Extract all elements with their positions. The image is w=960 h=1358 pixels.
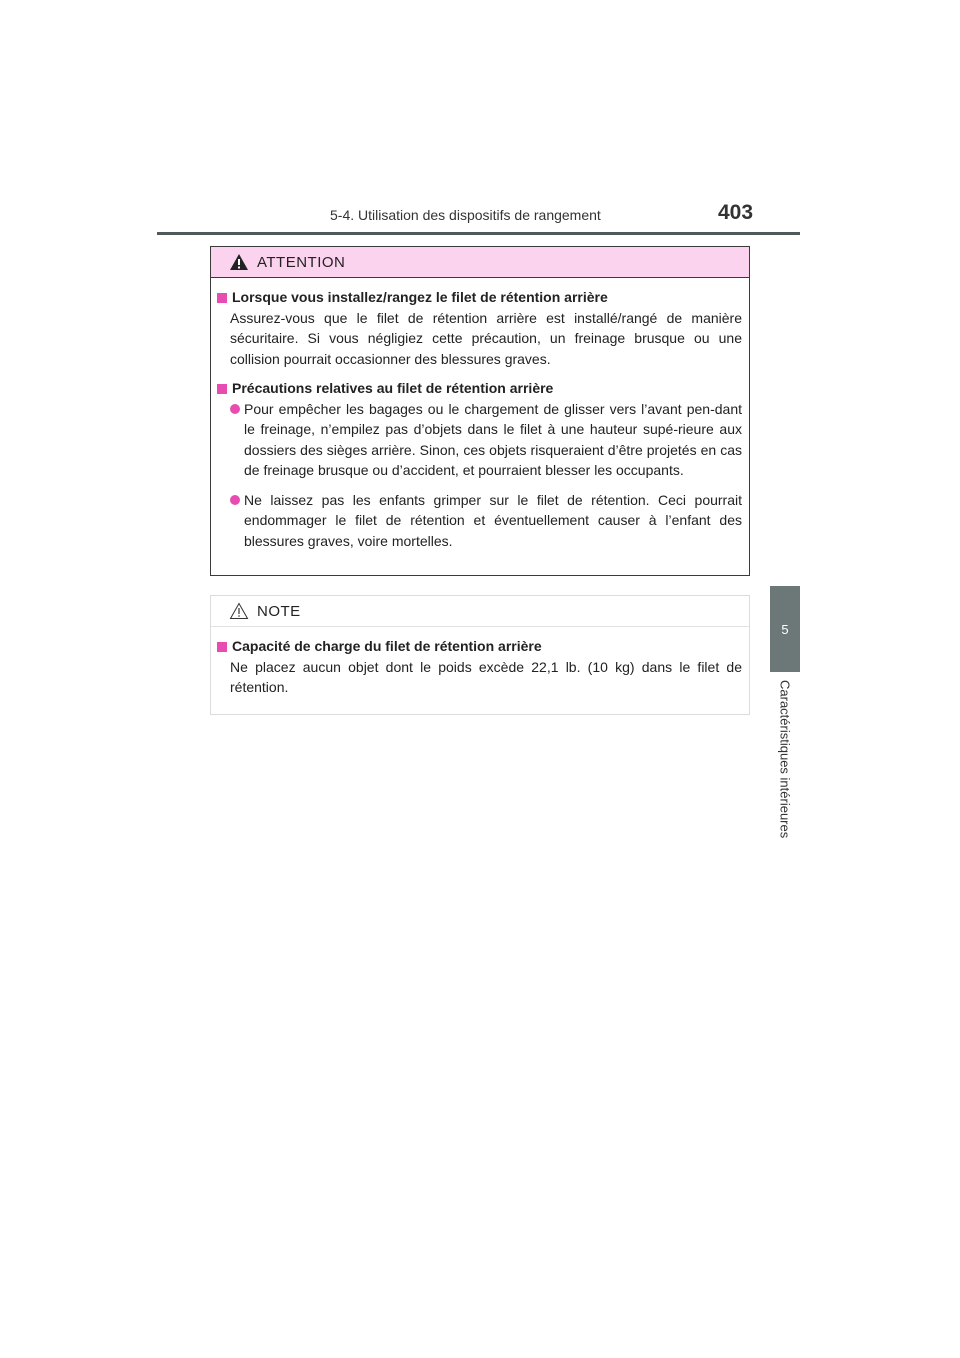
chapter-title: Caractéristiques intérieures	[777, 680, 793, 839]
list-item	[217, 490, 742, 552]
warning-box	[210, 246, 750, 576]
list-item	[217, 399, 742, 481]
square-bullet-icon	[217, 642, 227, 652]
warning-triangle-icon	[229, 253, 249, 271]
list-item-text: Pour empêcher les bagages ou le chargement de glisser vers l’avant pen-dant le freinage, n’empilez pas d’objets dans le filet à une hauteur supé-rieure aux dossiers des sièges arrière. Sinon, ces objets risqueraient d’être projetés en cas de freinage brusque ou d’accident, et pourraient blesser les occupants.	[244, 400, 742, 478]
square-bullet-icon	[217, 293, 227, 303]
caution-outline-triangle-icon	[229, 602, 249, 620]
section-heading: Précautions relatives au filet de rétention arrière	[232, 380, 554, 396]
note-body	[211, 627, 749, 698]
round-bullet-icon	[230, 404, 240, 414]
section-text: Assurez-vous que le filet de rétention arrière est installé/rangé de manière sécuritaire. Si vous négligiez cette précaution, un freinage brusque ou une collision pourrait occasionner des blessures graves.	[230, 309, 742, 367]
note-section	[217, 636, 742, 698]
warning-section	[217, 287, 742, 369]
note-box	[210, 595, 750, 715]
note-title: NOTE	[257, 602, 301, 620]
warning-title: ATTENTION	[257, 253, 346, 271]
round-bullet-icon	[230, 495, 240, 505]
warning-header	[211, 247, 749, 278]
warning-section	[217, 378, 742, 551]
square-bullet-icon	[217, 384, 227, 394]
list-item-text: Ne laissez pas les enfants grimper sur le filet de rétention. Ceci pourrait endommager le filet de rétention et éventuellement causer à l’enfant des blessures graves, voire mortelles.	[244, 491, 742, 549]
header-divider	[157, 232, 800, 235]
section-text: Ne placez aucun objet dont le poids excède 22,1 lb. (10 kg) dans le filet de rétention.	[230, 658, 742, 695]
header-section-title: 5-4. Utilisation des dispositifs de rangement	[330, 207, 601, 223]
section-heading: Capacité de charge du filet de rétention arrière	[232, 638, 542, 654]
chapter-tab	[770, 586, 800, 672]
note-header	[211, 596, 749, 627]
section-heading: Lorsque vous installez/rangez le filet de rétention arrière	[232, 289, 608, 305]
page-number: 403	[718, 201, 754, 224]
chapter-number: 5	[781, 621, 789, 637]
warning-body	[211, 278, 749, 551]
